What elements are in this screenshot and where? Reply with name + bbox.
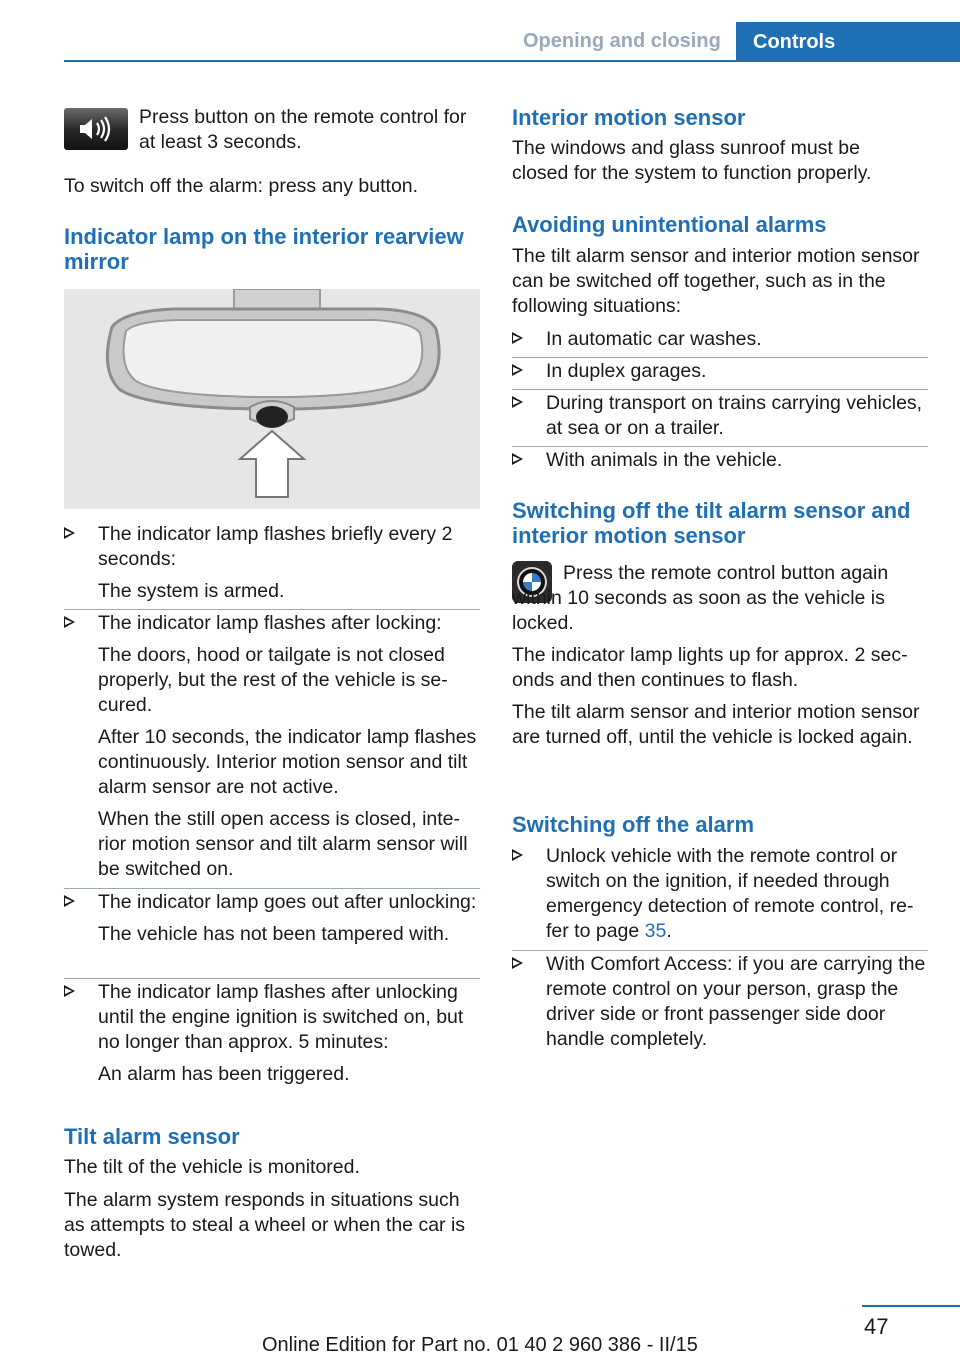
page-number: 47 <box>864 1314 889 1339</box>
alarm-item-text: Unlock vehicle with the remote control or switch on the ignition, if needed through emergency detection of remote control, refer to page <box>546 845 914 942</box>
list-item-sub: The system is armed. <box>98 580 285 602</box>
list-item-text: During transport on trains carrying vehicles, at sea or on a trailer. <box>546 392 923 439</box>
list-item <box>64 890 480 947</box>
list-item <box>64 522 480 604</box>
switchoff-paragraph-3: The tilt alarm sensor and interior motion sensor are turned off, until the vehicle is locked again. <box>512 701 920 748</box>
page-reference-link[interactable]: 35 <box>644 920 667 942</box>
list-item-text: In automatic car washes. <box>546 328 762 350</box>
list-item-sub: The vehicle has not been tampered with. <box>98 923 450 945</box>
triangle-bullet-icon <box>64 527 75 539</box>
triangle-bullet-icon <box>512 849 523 861</box>
list-item <box>512 844 928 944</box>
avoid-paragraph: The tilt alarm sensor and interior motion sensor can be switched off together, such as in the following situations: <box>512 245 920 317</box>
list-item <box>512 448 928 473</box>
list-item-text: With animals in the vehicle. <box>546 449 783 471</box>
header-chapter-label: Controls <box>753 31 836 53</box>
avoid-heading: Avoiding unintentional alarms <box>512 212 827 237</box>
tilt-heading: Tilt alarm sensor <box>64 1124 240 1149</box>
triangle-bullet-icon <box>64 616 75 628</box>
list-item-text: With Comfort Access: if you are carrying the remote control on your person, grasp the driver side or front passenger side door handle completely. <box>546 953 926 1050</box>
page-header <box>0 0 960 62</box>
motion-heading: Interior motion sensor <box>512 105 746 130</box>
triangle-bullet-icon <box>512 396 523 408</box>
list-item-text: In duplex garages. <box>546 360 707 382</box>
header-chapter-tab <box>736 22 960 62</box>
list-item-lead: The indicator lamp flashes briefly every 2 seconds: <box>98 523 453 570</box>
list-item-sub: After 10 seconds, the indicator lamp flashes continuously. Interior motion sensor and tilt alarm sensor are not active. <box>98 726 477 798</box>
triangle-bullet-icon <box>64 895 75 907</box>
footer-edition-text: Online Edition for Part no. 01 40 2 960 386 - II/15 <box>262 1334 698 1356</box>
list-item-lead: The indicator lamp goes out after unlocking: <box>98 891 477 913</box>
list-item <box>512 391 928 441</box>
switchoff-paragraph-1: Press the remote control button again within 10 seconds as soon as the vehicle is locked. <box>512 562 889 634</box>
list-item <box>512 327 928 352</box>
list-item <box>64 980 480 1087</box>
list-item <box>512 359 928 384</box>
switch-off-text: To switch off the alarm: press any button. <box>64 175 419 197</box>
list-divider <box>512 389 928 390</box>
tilt-paragraph-1: The tilt of the vehicle is monitored. <box>64 1156 360 1178</box>
list-item-sub: The doors, hood or tailgate is not closed properly, but the rest of the vehicle is secured. <box>98 644 448 716</box>
rearview-mirror-illustration <box>64 289 480 509</box>
triangle-bullet-icon <box>512 453 523 465</box>
alarm-item-end: . <box>666 920 672 942</box>
motion-paragraph: The windows and glass sunroof must be closed for the system to function properly. <box>512 137 872 184</box>
list-item-lead: The indicator lamp flashes after unlocking until the engine ignition is switched on, but no longer than approx. 5 minutes: <box>98 981 464 1053</box>
list-divider <box>64 888 480 889</box>
tilt-paragraph-2: The alarm system responds in situations such as attempts to steal a wheel or when the car is towed. <box>64 1189 466 1261</box>
list-item-lead: The indicator lamp flashes after locking: <box>98 612 442 634</box>
footer-rule <box>862 1305 960 1307</box>
list-divider <box>64 609 480 610</box>
triangle-bullet-icon <box>512 957 523 969</box>
triangle-bullet-icon <box>64 985 75 997</box>
triangle-bullet-icon <box>512 364 523 376</box>
switchoff-heading: Switching off the tilt alarm sensor and interior motion sensor <box>512 498 911 548</box>
list-item-sub: When the still open access is closed, interior motion sensor and tilt alarm sensor will be switched on. <box>98 808 468 880</box>
header-section-title: Opening and closing <box>523 30 721 52</box>
alarm-heading: Switching off the alarm <box>512 812 755 837</box>
list-divider <box>512 950 928 951</box>
list-divider <box>512 357 928 358</box>
intro-text: Press button on the remote control for at least 3 seconds. <box>139 106 467 153</box>
list-item <box>512 952 928 1052</box>
list-item-text <box>546 844 928 944</box>
list-divider <box>64 978 480 979</box>
header-rule <box>64 60 960 62</box>
indicator-heading: Indicator lamp on the interior rearview mirror <box>64 224 464 274</box>
triangle-bullet-icon <box>512 332 523 344</box>
list-divider <box>512 446 928 447</box>
switchoff-paragraph-2: The indicator lamp lights up for approx. 2 seconds and then continues to flash. <box>512 644 908 691</box>
list-item <box>64 611 480 882</box>
list-item-sub: An alarm has been triggered. <box>98 1063 350 1085</box>
speaker-sound-icon <box>64 108 128 150</box>
